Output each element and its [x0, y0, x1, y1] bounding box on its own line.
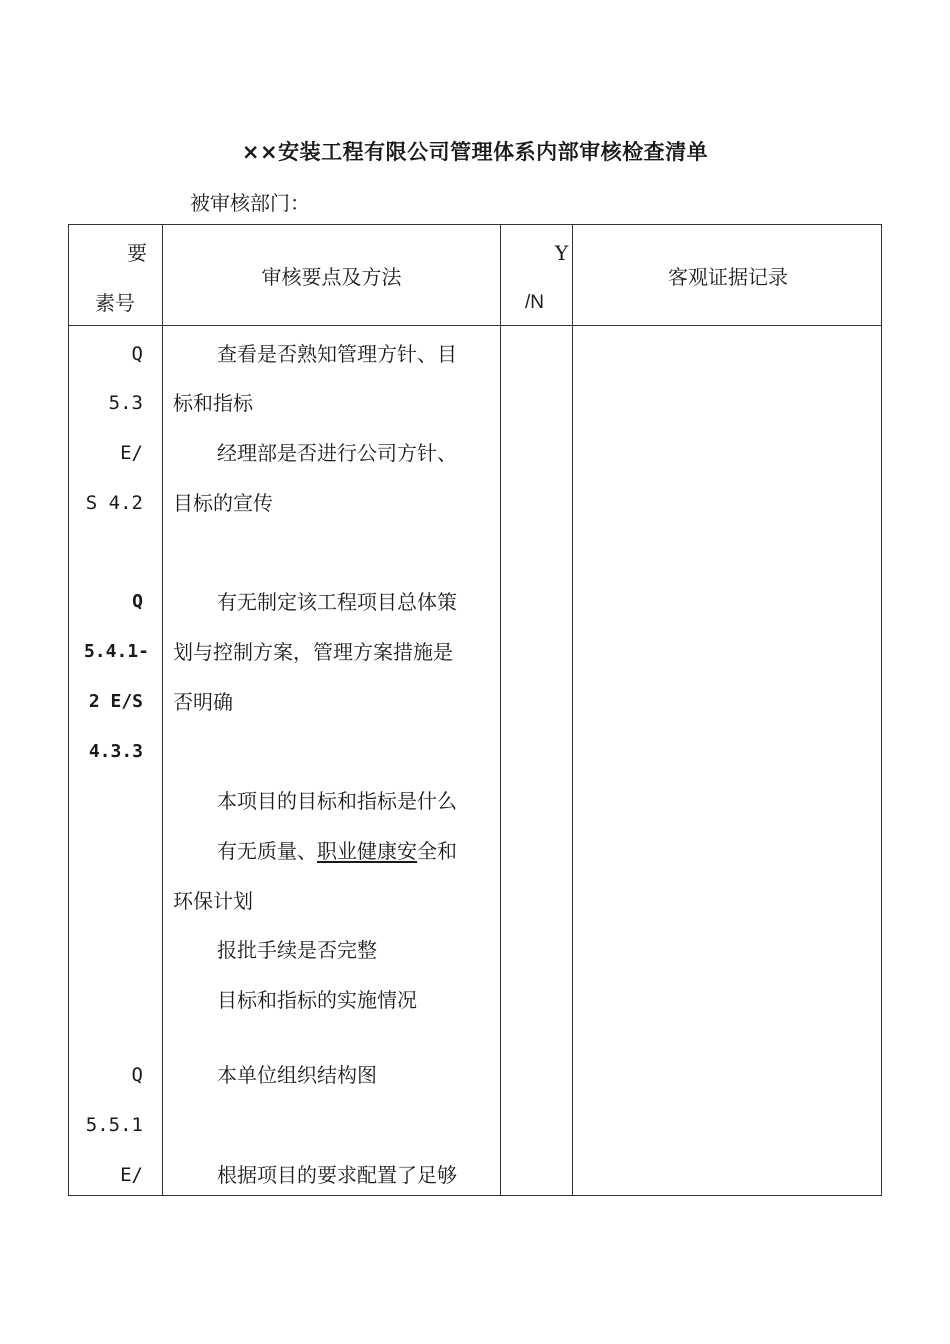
method-line: 有无制定该工程项目总体策: [217, 590, 457, 614]
method-line-part: 有无质量、: [217, 839, 317, 863]
method-line: 本单位组织结构图: [217, 1063, 377, 1087]
clause-line: 5.3: [108, 392, 143, 414]
method-line: 报批手续是否完整: [217, 938, 377, 962]
method-line: 经理部是否进行公司方针、: [217, 441, 457, 465]
column-divider-3: [572, 225, 573, 1195]
clause-line: 5.5.1: [85, 1114, 143, 1136]
method-line-part: 全和: [417, 839, 457, 863]
method-line: 目标的宣传: [173, 491, 273, 515]
audited-department-label: 被审核部门：: [190, 191, 310, 215]
checklist-table: [68, 224, 882, 1196]
clause-line: Q: [132, 591, 143, 612]
method-line: 划与控制方案，管理方案措施是: [173, 640, 453, 664]
method-line: 本项目的目标和指标是什么: [217, 789, 457, 813]
header-method: 审核要点及方法: [261, 265, 402, 289]
clause-line: 4.3.3: [88, 741, 143, 762]
clause-line: E/: [120, 442, 143, 464]
header-evidence: 客观证据记录: [668, 265, 788, 289]
method-line: 标和指标: [173, 391, 253, 415]
clause-line: E/: [120, 1164, 143, 1186]
clause-line: Q: [131, 343, 143, 365]
method-line: 根据项目的要求配置了足够: [217, 1163, 457, 1187]
header-clause-line1: 要: [127, 241, 147, 265]
method-line: 查看是否熟知管理方针、目: [217, 342, 457, 366]
clause-line: 5.4.1-: [83, 641, 149, 662]
method-line: 否明确: [173, 690, 233, 714]
clause-line: S 4.2: [85, 492, 143, 514]
method-line: 环保计划: [173, 889, 253, 913]
underlined-term: 职业健康安: [317, 839, 417, 863]
header-yn-line1: Y: [555, 241, 569, 265]
clause-line: Q: [131, 1064, 143, 1086]
header-divider: [69, 325, 881, 326]
column-divider-2: [500, 225, 501, 1195]
method-line: 目标和指标的实施情况: [217, 988, 417, 1012]
document-title: ××安装工程有限公司管理体系内部审核检查清单: [241, 140, 709, 164]
clause-line: 2 E/S: [88, 691, 143, 712]
header-clause-line2: 素号: [95, 291, 135, 315]
header-yn-line2: /N: [525, 292, 544, 313]
column-divider-1: [162, 225, 163, 1195]
method-line: [217, 839, 457, 863]
